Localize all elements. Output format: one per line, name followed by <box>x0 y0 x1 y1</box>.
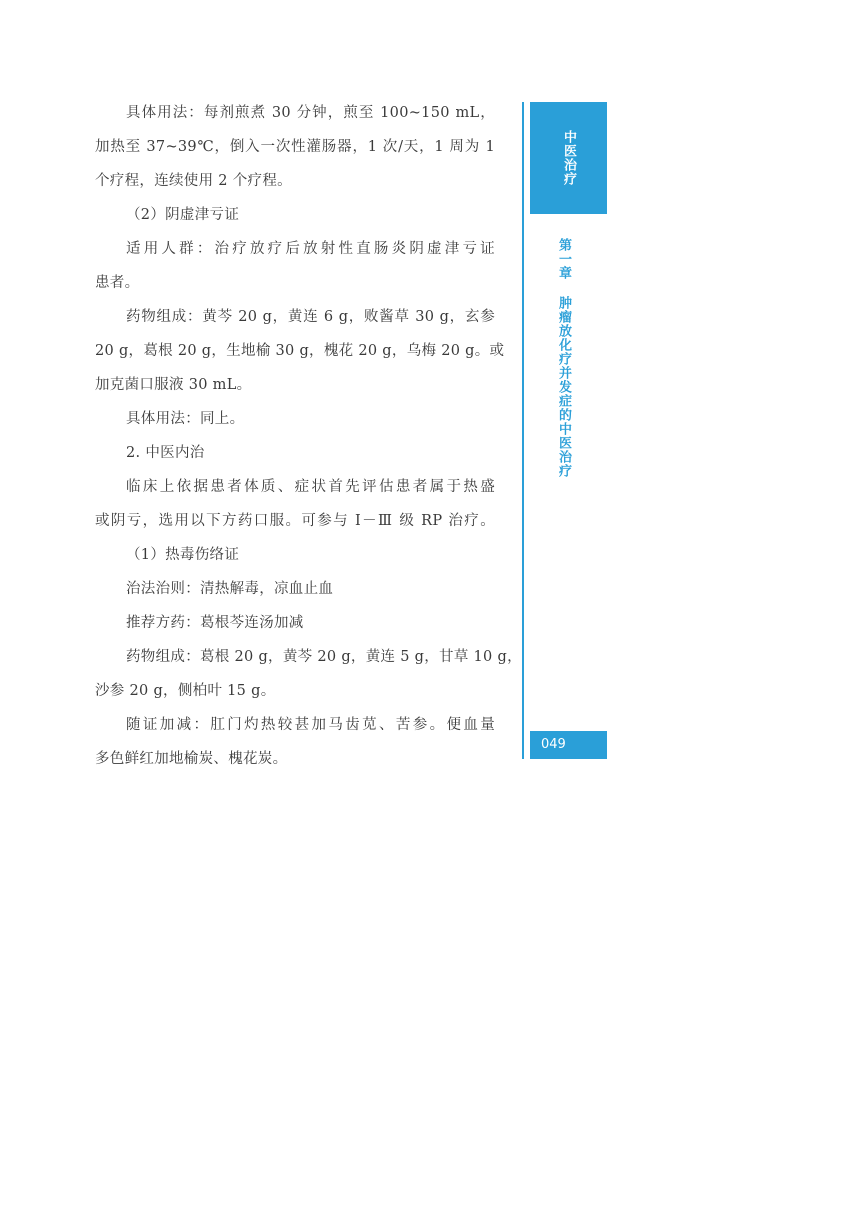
text-line: 加克菌口服液 30 mL。 <box>95 377 252 393</box>
text-line: 20 g，葛根 20 g，生地榆 30 g，槐花 20 g，乌梅 20 g。或 <box>95 343 505 359</box>
text-line: 加热至 37~39℃，倒入一次性灌肠器，1 次/天，1 周为 1 <box>95 139 495 155</box>
text-line: 推荐方药：葛根芩连汤加减 <box>126 615 304 631</box>
body-text <box>95 96 522 776</box>
text-line: 治法治则：清热解毒，凉血止血 <box>126 581 334 597</box>
text-line: 多色鲜红加地榆炭、槐花炭。 <box>95 751 288 767</box>
text-line: 药物组成：黄芩 20 g，黄连 6 g，败酱草 30 g，玄参 <box>126 309 495 325</box>
text-line: 或阴亏，选用以下方药口服。可参与 Ⅰ－Ⅲ 级 RP 治疗。 <box>95 513 495 529</box>
text-line: 随证加减：肛门灼热较甚加马齿苋、苦参。便血量 <box>126 717 495 733</box>
chapter-title <box>555 238 571 482</box>
section-tab-label: 中医治疗 <box>561 130 576 186</box>
text-line: （1）热毒伤络证 <box>126 547 240 563</box>
text-line: 具体用法：每剂煎煮 30 分钟，煎至 100~150 mL， <box>126 105 495 121</box>
text-line: 沙参 20 g，侧柏叶 15 g。 <box>95 683 276 699</box>
chapter-title-label: 第一章 肿瘤放化疗并发症的中医治疗 <box>556 238 571 478</box>
text-line: 适用人群：治疗放疗后放射性直肠炎阴虚津亏证 <box>126 241 495 257</box>
text-line: 具体用法：同上。 <box>126 411 245 427</box>
text-line: 患者。 <box>95 275 140 291</box>
text-line: （2）阴虚津亏证 <box>126 207 240 223</box>
vertical-divider <box>522 102 524 759</box>
text-line: 药物组成：葛根 20 g，黄芩 20 g，黄连 5 g，甘草 10 g， <box>126 649 522 665</box>
text-line: 个疗程，连续使用 2 个疗程。 <box>95 173 292 189</box>
section-tab <box>530 102 607 214</box>
text-line: 临床上依据患者体质、症状首先评估患者属于热盛 <box>126 479 495 495</box>
text-line: 2. 中医内治 <box>126 445 205 461</box>
page-number: 049 <box>530 731 607 759</box>
